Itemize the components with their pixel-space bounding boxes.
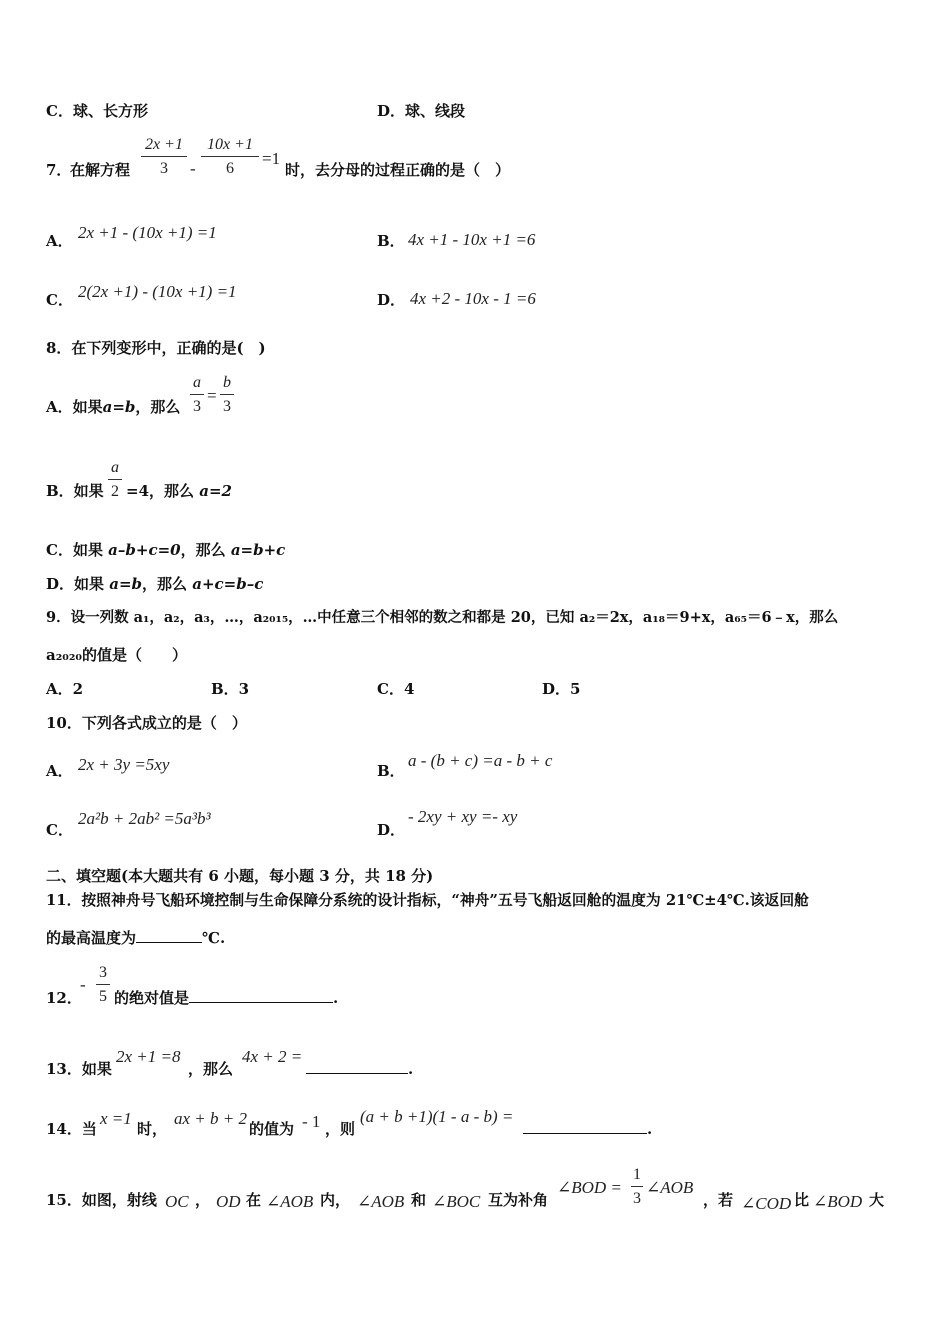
q8-option-a-fraction-a-numerator: a: [193, 374, 201, 391]
q12-fraction-numerator: 3: [99, 964, 107, 981]
q8-option-c-label: C．如果: [46, 541, 109, 559]
q8-option-d-concl: a+c=b–c: [192, 575, 264, 593]
q11-line-1: 11．按照神舟号飞船环境控制与生命保障分系统的设计指标，“神舟”五号飞船返回舱的温度为 21℃±4℃.该返回舱: [46, 892, 809, 909]
q7-option-b-expr: 4x +1 - 10x +1 =6: [408, 230, 536, 249]
q6-option-d-text: 球、线段: [405, 102, 466, 120]
q13-end: .: [408, 1060, 414, 1078]
q15-fraction-numerator: 1: [633, 1166, 641, 1183]
q8-option-b-fraction-numerator: a: [111, 459, 119, 476]
q8-option-c: [46, 543, 285, 558]
q7-fraction-2-numerator: 10x +1: [207, 136, 253, 153]
q9-line-1: 9．设一列数 a₁，a₂，a₃，…，a₂₀₁₅，…中任意三个相邻的数之和都是 20，已知 a₂＝2x，a₁₈＝9+x，a₆₅＝6﹣x，那么: [46, 609, 839, 626]
q8-option-c-cond: a–b+c=0: [108, 541, 181, 559]
q14-answer: [523, 1122, 652, 1137]
q7-fraction-1-denominator: 3: [160, 160, 168, 177]
q11-line-2-suffix: ℃.: [202, 929, 226, 947]
q14-prefix: 14．当: [46, 1120, 97, 1138]
q7-option-c-label: C．: [46, 291, 73, 309]
q12-text: [114, 991, 338, 1006]
q13-expr-1: 2x +1 =8: [116, 1047, 181, 1066]
q14-text-3: ，则: [325, 1120, 356, 1138]
q10-option-d-label: D．: [377, 821, 406, 839]
q14-text-1: 时，: [137, 1120, 168, 1138]
q7-number: 7．: [46, 161, 72, 179]
q12-text-label: 的绝对值是: [114, 989, 190, 1007]
q8-option-d: [46, 577, 263, 592]
q10-option-d-expr: - 2xy + xy =- xy: [408, 807, 518, 826]
q15-da: 大: [869, 1191, 885, 1209]
q12-fraction-denominator: 5: [99, 988, 107, 1005]
q14-x-equals: x =1: [100, 1109, 132, 1128]
q13-expr-2: 4x + 2 =: [242, 1047, 303, 1066]
q8-option-b-fraction-denominator: 2: [111, 483, 119, 500]
section-2-heading: 二、填空题(本大题共有 6 小题，每小题 3 分，共 18 分): [46, 867, 434, 885]
q13-prefix: 13．如果: [46, 1060, 112, 1078]
q9-option-a: A．2: [46, 680, 84, 698]
q14-expr-2: (a + b +1)(1 - a - b) =: [360, 1107, 514, 1126]
q7-option-a-label: A．: [46, 232, 73, 250]
q7-fraction-1-numerator: 2x +1: [145, 136, 183, 153]
q6-option-c: [46, 104, 148, 119]
q8-option-a-equals: =: [207, 386, 217, 405]
q8-option-a-then: ，那么: [135, 398, 181, 416]
q15-fraction: [631, 1167, 643, 1207]
q7-minus: -: [190, 159, 196, 178]
q15-ray-oc: OC: [165, 1192, 189, 1211]
q8-option-a-label: A．如果: [46, 398, 103, 416]
q7-prefix: 在解方程: [70, 161, 131, 179]
q14-end: .: [647, 1120, 653, 1138]
q8-option-d-cond: a=b: [109, 575, 143, 593]
q14-value: - 1: [302, 1112, 321, 1131]
q15-hu: 互为补角: [488, 1191, 549, 1209]
q9-option-d: D．5: [542, 680, 581, 698]
q7-suffix: 时，去分母的过程正确的是（ ）: [285, 161, 511, 179]
q10-option-a-label: A．: [46, 762, 73, 780]
q15-bi: 比: [794, 1191, 810, 1209]
q7-fraction-1: [141, 137, 187, 177]
q6-option-c-text: 球、长方形: [72, 102, 148, 120]
q15-bod-equals: ∠BOD =: [557, 1178, 622, 1197]
q13-answer: [306, 1062, 413, 1077]
q15-angle-boc: ∠BOC: [432, 1192, 481, 1211]
q14-text-2: 的值为: [249, 1120, 295, 1138]
q15-nei: 内，: [320, 1191, 351, 1209]
q15-prefix: 15．如图，射线: [46, 1191, 157, 1209]
q7-option-a-expr: 2x +1 - (10x +1) =1: [78, 223, 217, 242]
q7-fraction-2-denominator: 6: [226, 160, 234, 177]
q8-option-a-fraction-a-denominator: 3: [193, 398, 201, 415]
q15-ruo: ，若: [703, 1191, 734, 1209]
q15-angle-bod: ∠BOD: [813, 1192, 863, 1211]
q8-option-b-concl: a=2: [199, 482, 232, 500]
q15-angle-aob-2: ∠AOB: [357, 1192, 405, 1211]
q12-answer-blank[interactable]: [189, 1002, 333, 1003]
q14-expr-1: ax + b + 2: [174, 1109, 247, 1128]
q7-option-d-expr: 4x +2 - 10x - 1 =6: [410, 289, 536, 308]
q15-he: 和: [411, 1191, 427, 1209]
q10-option-b-label: B．: [377, 762, 405, 780]
q8-option-d-label: D．如果: [46, 575, 110, 593]
q15-fraction-denominator: 3: [633, 1190, 641, 1207]
q10-option-c-expr: 2a²b + 2ab² =5a³b³: [78, 809, 211, 828]
q8-option-a-fraction-b-denominator: 3: [223, 398, 231, 415]
q10-option-c-label: C．: [46, 821, 73, 839]
q8-option-a-fraction-b: [220, 375, 234, 415]
q8-option-d-then: ，那么: [142, 575, 193, 593]
q11-line-2-prefix: 的最高温度为: [46, 929, 137, 947]
q9-option-c: C．4: [377, 680, 415, 698]
q9-line-2: a₂₀₂₀的值是（ ）: [46, 646, 187, 664]
q8-title: 8．在下列变形中，正确的是( ): [46, 339, 266, 357]
q15-angle-aob-1: ∠AOB: [266, 1192, 314, 1211]
q10-title: 10．下列各式成立的是（ ）: [46, 714, 247, 732]
q8-option-b-rest: [126, 484, 232, 499]
q9-option-b: B．3: [211, 680, 250, 698]
q15-ray-od: OD: [216, 1192, 241, 1211]
q7-option-d-label: D．: [377, 291, 406, 309]
q7-option-c-expr: 2(2x +1) - (10x +1) =1: [78, 282, 237, 301]
q6-option-c-label: C．: [46, 102, 73, 120]
q12-end: .: [333, 989, 339, 1007]
q11-answer-blank[interactable]: [136, 942, 202, 943]
q6-option-d: [377, 104, 465, 119]
q6-option-d-label: D．: [377, 102, 406, 120]
q8-option-a-fraction-a: [190, 375, 204, 415]
q8-option-b-fraction: [108, 460, 122, 500]
q12-fraction: [96, 965, 110, 1005]
q12-minus: -: [80, 975, 86, 994]
q8-option-c-then: ，那么: [180, 541, 231, 559]
q7-option-b-label: B．: [377, 232, 405, 250]
q13-answer-blank[interactable]: [306, 1073, 408, 1074]
q8-option-a-fraction-b-numerator: b: [223, 374, 231, 391]
q15-in: 在: [246, 1191, 262, 1209]
q11-line-2: [46, 931, 225, 946]
q7-equals-one: =1: [262, 149, 281, 168]
q15-angle-cod: ∠COD: [741, 1194, 792, 1213]
q12-number: 12．: [46, 989, 82, 1007]
q14-answer-blank[interactable]: [523, 1133, 647, 1134]
q10-option-a-expr: 2x + 3y =5xy: [78, 755, 170, 774]
q15-comma: ，: [195, 1191, 211, 1209]
q8-option-c-concl: a=b+c: [230, 541, 286, 559]
q8-option-a: [46, 400, 180, 415]
q10-option-b-expr: a - (b + c) =a - b + c: [408, 751, 553, 770]
q8-option-a-cond: a=b: [102, 398, 136, 416]
q8-option-b-rest-text: =4，那么: [126, 482, 200, 500]
q15-angle-aob-3: ∠AOB: [646, 1178, 694, 1197]
q7-fraction-2: [201, 137, 259, 177]
q8-option-b-label: B．如果: [46, 482, 104, 500]
q13-mid: ，那么: [188, 1060, 234, 1078]
